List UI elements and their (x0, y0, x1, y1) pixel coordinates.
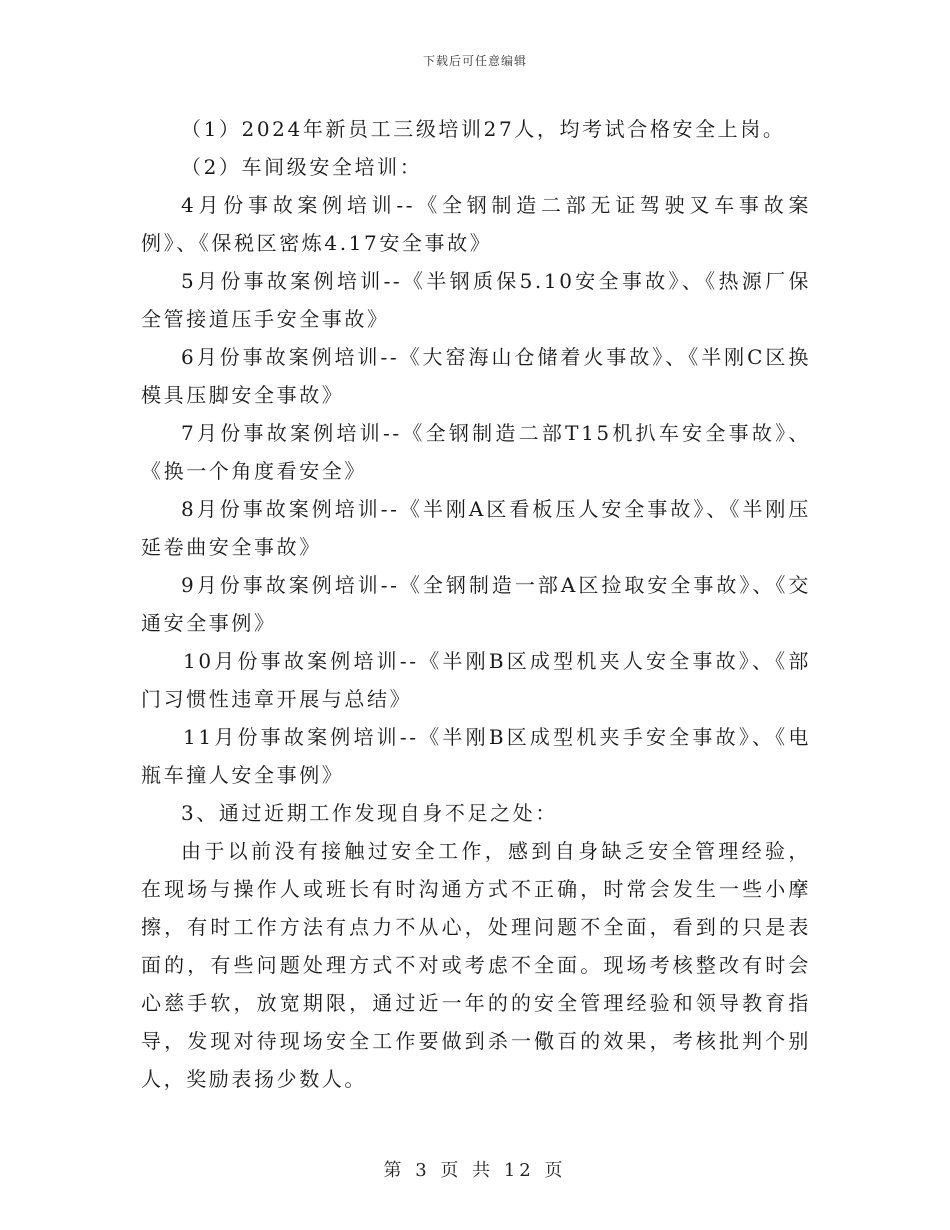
page-footer: 第 3 页 共 12 页 (383, 1160, 567, 1181)
paragraph-october-training: 10月份事故案例培训--《半刚B区成型机夹人安全事故》、《部门习惯性违章开展与总结》 (141, 649, 811, 711)
paragraph-september-training: 9月份事故案例培训--《全钢制造一部A区捡取安全事故》、《交通安全事例》 (141, 573, 811, 635)
paragraph-august-training: 8月份事故案例培训--《半刚A区看板压人安全事故》、《半刚压延卷曲安全事故》 (141, 497, 811, 559)
paragraph-shortcomings-heading: 3、通过近期工作发现自身不足之处： (181, 801, 558, 825)
document-body (141, 110, 811, 1098)
paragraph-july-training: 7月份事故案例培训--《全钢制造二部T15机扒车安全事故》、《换一个角度看安全》 (141, 421, 811, 483)
paragraph-shortcomings-body: 由于以前没有接触过安全工作，感到自身缺乏安全管理经验，在现场与操作人或班长有时沟通方式不正确，时常会发生一些小摩擦，有时工作方法有点力不从心，处理问题不全面，看到的只是表面的，有些问题处理方式不对或考虑不全面。现场考核整改有时会心慈手软，放宽期限，通过近一年的的安全管理经验和领导教育指导，发现对待现场安全工作要做到杀一儆百的效果，考核批判个别人，奖励表扬少数人。 (141, 839, 811, 1091)
paragraph-april-training: 4月份事故案例培训--《全钢制造二部无证驾驶叉车事故案例》、《保税区密炼4.17安全事故》 (141, 193, 811, 255)
paragraph-new-employee-training: （1）2024年新员工三级培训27人，均考试合格安全上岗。 (181, 117, 786, 141)
paragraph-may-training: 5月份事故案例培训--《半钢质保5.10安全事故》、《热源厂保全管接道压手安全事故》 (141, 269, 811, 331)
paragraph-june-training: 6月份事故案例培训--《大窑海山仓储着火事故》、《半刚C区换模具压脚安全事故》 (141, 345, 811, 407)
paragraph-november-training: 11月份事故案例培训--《半刚B区成型机夹手安全事故》、《电瓶车撞人安全事例》 (141, 725, 811, 787)
paragraph-workshop-training-heading: （2）车间级安全培训： (181, 155, 423, 179)
page-header: 下载后可任意编辑 (422, 54, 527, 68)
